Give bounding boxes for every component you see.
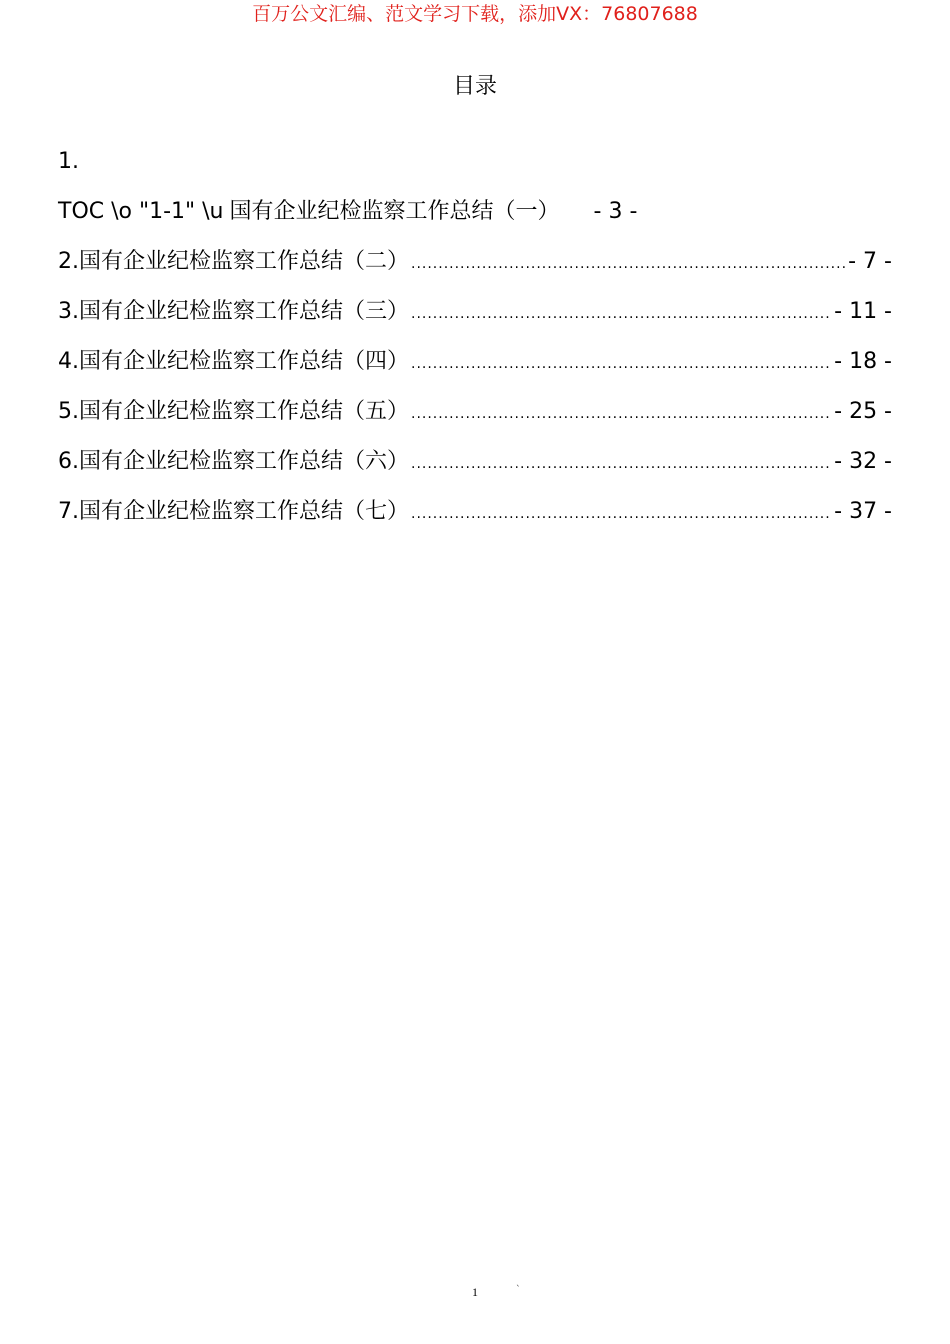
toc-dot-leader — [411, 497, 832, 531]
toc-entry-4[interactable] — [58, 345, 892, 395]
toc-entry-title: 5.国有企业纪检监察工作总结（五） — [58, 399, 409, 424]
toc-entry-title: 2.国有企业纪检监察工作总结（二） — [58, 249, 409, 274]
toc-entry-7[interactable] — [58, 495, 892, 545]
footer-mark: ` — [516, 1285, 521, 1295]
toc-entry-page: - 7 - — [848, 249, 892, 274]
toc-entry-page: - 3 - — [593, 199, 638, 224]
toc-entry-page: - 25 - — [834, 399, 892, 424]
toc-entry-page: - 18 - — [834, 349, 892, 374]
toc-entry-page: - 11 - — [834, 299, 892, 324]
toc-dot-leader — [411, 397, 832, 431]
toc-entry-page: - 32 - — [834, 449, 892, 474]
toc-entry-title: 4.国有企业纪检监察工作总结（四） — [58, 349, 409, 374]
toc-entry-3[interactable] — [58, 295, 892, 345]
toc-dot-leader — [411, 447, 832, 481]
toc-first-number: 1. — [58, 149, 79, 174]
page-title: 目录 — [452, 74, 497, 99]
toc-entry-title: 国有企业纪检监察工作总结（一） — [229, 199, 560, 224]
toc-entry-title: 7.国有企业纪检监察工作总结（七） — [58, 499, 409, 524]
toc-entry-title: 3.国有企业纪检监察工作总结（三） — [58, 299, 409, 324]
toc-dot-leader — [411, 347, 832, 381]
toc-entry-title: 6.国有企业纪检监察工作总结（六） — [58, 449, 409, 474]
toc-field-code: TOC \o "1-1" \u — [58, 199, 224, 224]
page-number: 1 — [472, 1285, 478, 1299]
toc-dot-leader — [411, 247, 846, 281]
toc-entry-5[interactable] — [58, 395, 892, 445]
toc-entry-6[interactable] — [58, 445, 892, 495]
toc-entry-page: - 37 - — [834, 499, 892, 524]
toc-dot-leader — [411, 297, 832, 331]
toc-entry-1[interactable] — [58, 195, 892, 245]
header-banner: 百万公文汇编、范文学习下载，添加VX：76807688 — [252, 3, 698, 25]
table-of-contents — [58, 145, 892, 545]
toc-entry-2[interactable] — [58, 245, 892, 295]
